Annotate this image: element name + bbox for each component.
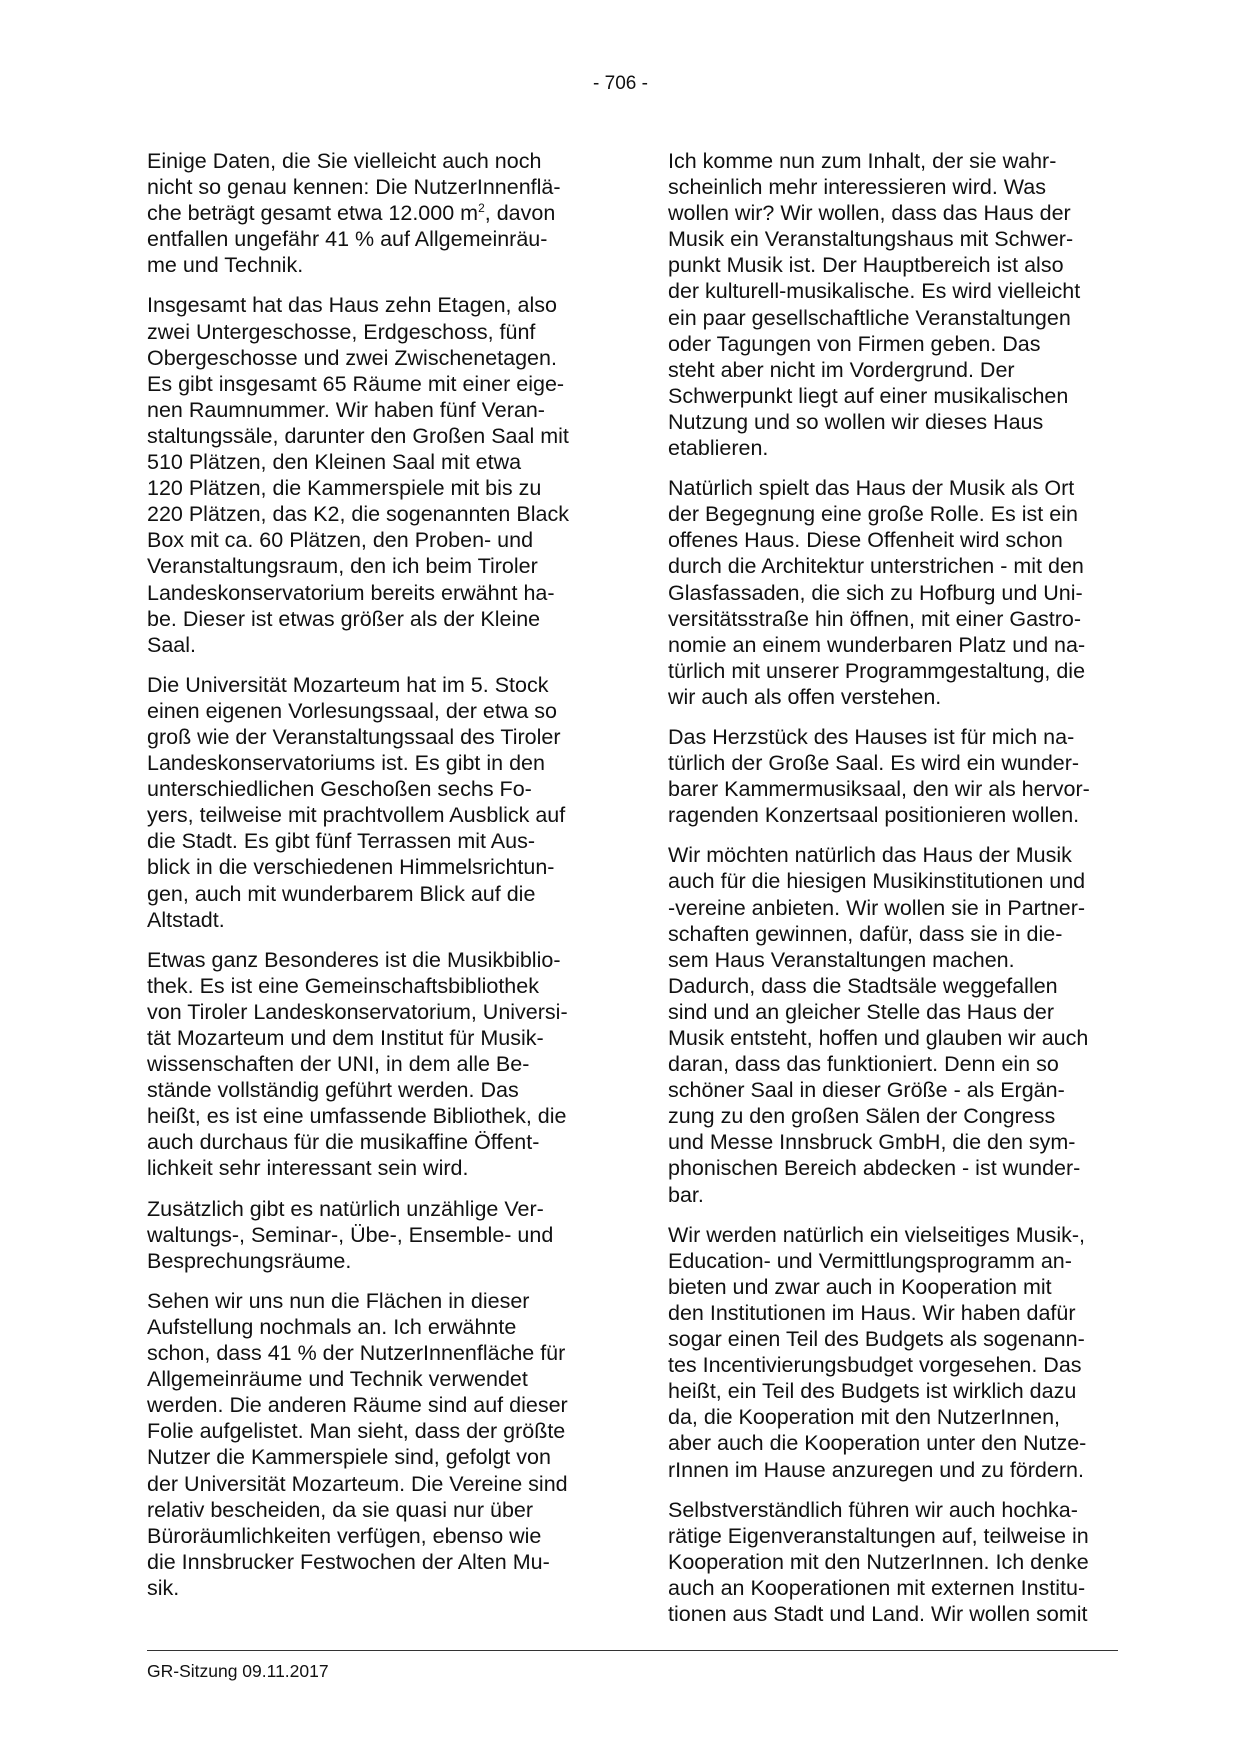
- paragraph-area-overview: Sehen wir uns nun die Flächen in dieser Aufstellung nochmals an. Ich erwähnte schon, dass 41 % der NutzerInnenfläche für Allgemeinräume und Technik verwendet werden. Die anderen Räume sind auf dieser Folie aufgelistet. Man sieht, dass der größte Nutzer die Kammerspiele sind, gefolgt von der Universität Mozarteum. Die Vereine sind relativ bescheiden, da sie quasi nur über Büroräumlichkeiten verfügen, ebenso wie die Innsbrucker Festwochen der Alten Mu- sik.: [147, 1288, 568, 1600]
- paragraph-text: Einige Daten, die Sie vielleicht auch noch nicht so genau kennen: Die NutzerInnenflä- che beträgt gesamt etwa 12.000 m: [147, 149, 561, 226]
- paragraph-content-goals: Ich komme nun zum Inhalt, der sie wahr- scheinlich mehr interessieren wird. Was wollen wir? Wir wollen, dass das Haus der Musik ein Veranstaltungshaus mit Schwer- punkt Musik ist. Der Hauptbereich ist also der kulturell-musikalische. Es wird vielleicht ein paar gesellschaftliche Veranstaltungen oder Tagungen von Firmen geben. Das steht aber nicht im Vordergrund. Der Schwerpunkt liegt auf einer musikalischen Nutzung und so wollen wir dieses Haus etablieren.: [668, 149, 1081, 461]
- paragraph-text: , davon entfallen ungefähr 41 % auf Allgemeinräu- me und Technik.: [147, 201, 556, 278]
- footer-divider: [147, 1650, 1118, 1651]
- paragraph-music-library: Etwas ganz Besonderes ist die Musikbiblio- thek. Es ist eine Gemeinschaftsbibliothek von Tiroler Landeskonservatorium, Universi- tät Mozarteum und dem Institut für Musik- wissenschaften der UNI, in dem alle Be- stände vollständig geführt werden. Das heißt, es ist eine umfassende Bibliothek, die auch durchaus für die musikaffine Öffent- lichkeit sehr interessant sein wird.: [147, 947, 568, 1181]
- paragraph-education-program: Wir werden natürlich ein vielseitiges Musik-, Education- und Vermittlungsprogramm an- bieten und zwar auch in Kooperation mit den Institutionen im Haus. Wir haben dafür sogar einen Teil des Budgets als sogenann- tes Incentivierungsbudget vorgesehen. Das heißt, ein Teil des Budgets ist wirklich dazu da, die Kooperation mit den NutzerInnen, aber auch die Kooperation unter den Nutze- rInnen im Hause anzuregen und zu fördern.: [668, 1222, 1087, 1482]
- left-column: [147, 148, 599, 1615]
- paragraph-partnerships: Wir möchten natürlich das Haus der Musik auch für die hiesigen Musikinstitutionen und -vereine anbieten. Wir wollen sie in Partner- schaften gewinnen, dafür, dass sie in die- sem Haus Veranstaltungen machen. Dadurch, dass die Stadtsäle weggefallen sind und an gleicher Stelle das Haus der Musik entsteht, hoffen und glauben wir auch daran, dass das funktioniert. Denn ein so schöner Saal in dieser Größe - als Ergän- zung zu den großen Sälen der Congress und Messe Innsbruck GmbH, die den sym- phonischen Bereich abdecken - ist wunder- bar.: [668, 843, 1089, 1207]
- paragraph-mozarteum-foyers: Die Universität Mozarteum hat im 5. Stock einen eigenen Vorlesungssaal, der etwa so groß wie der Veranstaltungssaal des Tiroler Landeskonservatoriums ist. Es gibt in den unterschiedlichen Geschoßen sechs Fo- yers, teilweise mit prachtvollem Ausblick auf die Stadt. Es gibt fünf Terrassen mit Aus- blick in die verschiedenen Himmelsrichtun- gen, auch mit wunderbarem Blick auf die Altstadt.: [147, 672, 566, 932]
- paragraph-open-house: Natürlich spielt das Haus der Musik als Ort der Begegnung eine große Rolle. Es ist ein offenes Haus. Diese Offenheit wird schon durch die Architektur unterstrichen - mit den Glasfassaden, die sich zu Hofburg und Uni- versitätsstraße hin öffnen, mit einer Gastro- nomie an einem wunderbaren Platz und na- türlich mit unserer Programmgestaltung, die wir auch als offen verstehen.: [668, 476, 1086, 709]
- page-number: - 706 -: [593, 73, 648, 94]
- paragraph-usable-area: [147, 148, 599, 278]
- superscript-squared: 2: [478, 201, 485, 216]
- footer-session-date: GR-Sitzung 09.11.2017: [147, 1661, 329, 1681]
- paragraph-additional-rooms: Zusätzlich gibt es natürlich unzählige Ver- waltungs-, Seminar-, Übe-, Ensemble- und Besprechungsräume.: [147, 1196, 554, 1273]
- paragraph-own-events: Selbstverständlich führen wir auch hochka- rätige Eigenveranstaltungen auf, teilweise in Kooperation mit den NutzerInnen. Ich denke auch an Kooperationen mit externen Institu- tionen aus Stadt und Land. Wir wollen somit: [668, 1497, 1089, 1626]
- paragraph-floors-and-halls: Insgesamt hat das Haus zehn Etagen, also zwei Untergeschosse, Erdgeschoss, fünf Obergeschosse und zwei Zwischenetagen. Es gibt insgesamt 65 Räume mit einer eige- nen Raumnummer. Wir haben fünf Veran- staltungssäle, darunter den Großen Saal mit 510 Plätzen, den Kleinen Saal mit etwa 120 Plätzen, die Kammerspiele mit bis zu 220 Plätzen, das K2, die sogenannten Black Box mit ca. 60 Plätzen, den Proben- und Veranstaltungsraum, den ich beim Tiroler Landeskonservatorium bereits erwähnt ha- be. Dieser ist etwas größer als der Kleine Saal.: [147, 293, 569, 657]
- paragraph-great-hall: Das Herzstück des Hauses ist für mich na- türlich der Große Saal. Es wird ein wunder- barer Kammermusiksaal, den wir als hervor- ragenden Konzertsaal positionieren wollen.: [668, 724, 1090, 828]
- right-column: [668, 148, 1120, 1641]
